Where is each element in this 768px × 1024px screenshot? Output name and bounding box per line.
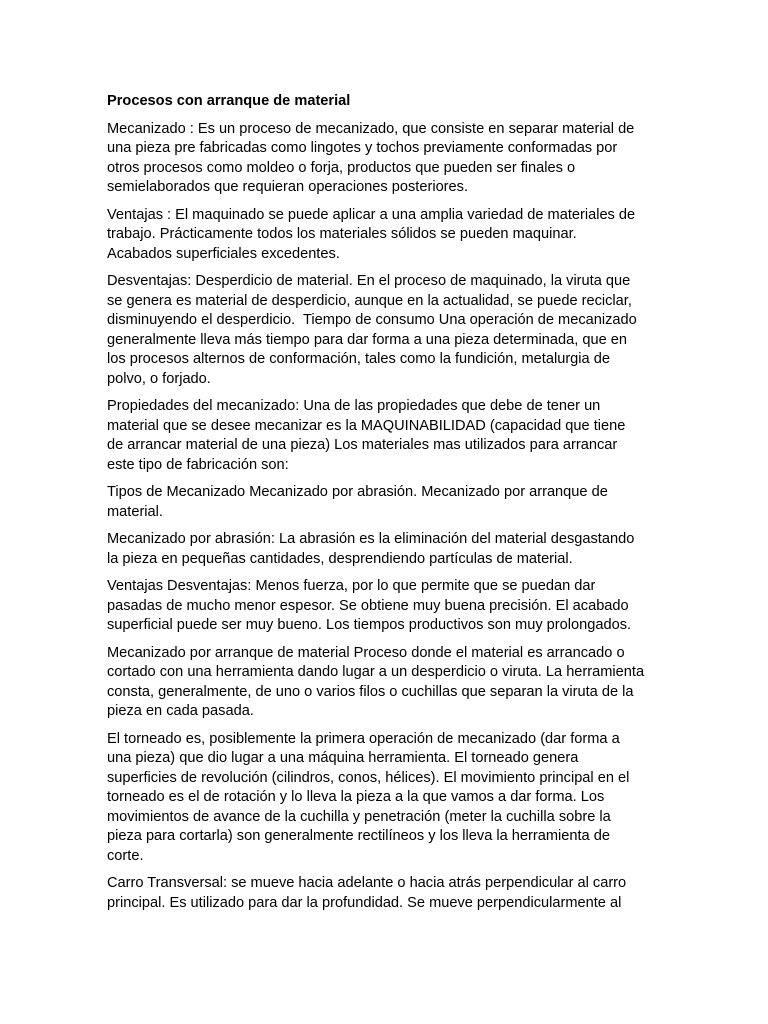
document-title: Procesos con arranque de material (107, 93, 351, 109)
paragraph-line: Mecanizado por arranque de material Proceso donde el material es arrancado o (107, 644, 625, 661)
document-page (107, 92, 667, 921)
paragraph-line: Acabados superficiales excedentes. (107, 245, 340, 262)
paragraph-line: Carro Transversal: se mueve hacia adelante o hacia atrás perpendicular al carro (107, 875, 627, 891)
paragraph (107, 120, 667, 198)
paragraph-line: trabajo. Prácticamente todos los materiales sólidos se pueden maquinar. (107, 226, 577, 242)
paragraph-line: torneado es el de rotación y lo lleva la pieza a la que vamos a dar forma. Los (107, 789, 605, 805)
paragraph-line: una pieza pre fabricadas como lingotes y tochos previamente conformadas por (107, 140, 618, 156)
paragraph-line: Mecanizado : Es un proceso de mecanizado, que consiste en separar material de (107, 120, 635, 137)
paragraph-line: Ventajas : El maquinado se puede aplicar a una amplia variedad de materiales de (107, 206, 636, 223)
paragraph-line: se genera es material de desperdicio, aunque en la actualidad, se puede reciclar, (107, 292, 632, 309)
paragraph-line: movimientos de avance de la cuchilla y penetración (meter la cuchilla sobre la (107, 808, 611, 825)
paragraph-line: Ventajas Desventajas: Menos fuerza, por lo que permite que se puedan dar (107, 578, 596, 594)
paragraph-line: corte. (107, 847, 144, 864)
paragraph-line: una pieza) que dio lugar a una máquina herramienta. El torneado genera (107, 750, 579, 766)
paragraph-line: generalmente lleva más tiempo para dar forma a una pieza determinada, que en (107, 331, 628, 348)
paragraph-line: pasadas de mucho menor espesor. Se obtiene muy buena precisión. El acabado (107, 597, 629, 614)
paragraph (107, 874, 667, 913)
paragraph-line: material. (107, 503, 163, 520)
paragraph-line: semielaborados que requieran operaciones posteriores. (107, 179, 469, 195)
paragraph (107, 206, 667, 265)
paragraph-line: pieza para cortarla) son generalmente rectilíneos y los lleva la herramienta de (107, 828, 610, 844)
paragraph (107, 397, 667, 475)
paragraph-line: consta, generalmente, de uno o varios filos o cuchillas que separan la viruta de la (107, 683, 634, 700)
paragraph-line: principal. Es utilizado para dar la profundidad. Se mueve perpendicularmente al (107, 894, 622, 911)
paragraph-line: de arrancar material de una pieza) Los materiales mas utilizados para arrancar (107, 437, 618, 453)
paragraph (107, 730, 667, 867)
paragraph (107, 644, 667, 722)
paragraph-line: la pieza en pequeñas cantidades, desprendiendo partículas de material. (107, 550, 573, 567)
paragraph-line: superficial puede ser muy bueno. Los tiempos productivos son muy prolongados. (107, 617, 632, 633)
paragraph-line: los procesos alternos de conformación, tales como la fundición, metalurgia de (107, 351, 610, 367)
paragraph-line: Desventajas: Desperdicio de material. En el proceso de maquinado, la viruta que (107, 273, 631, 289)
paragraph-line: disminuyendo el desperdicio. Tiempo de consumo Una operación de mecanizado (107, 312, 637, 328)
paragraph (107, 483, 667, 522)
paragraph-line: Propiedades del mecanizado: Una de las propiedades que debe de tener un (107, 398, 601, 414)
paragraph-line: material que se desee mecanizar es la MAQUINABILIDAD (capacidad que tiene (107, 417, 626, 434)
paragraph (107, 272, 667, 389)
paragraph (107, 577, 667, 636)
paragraph-line: otros procesos como moldeo o forja, productos que pueden ser finales o (107, 159, 576, 176)
paragraph-line: superficies de revolución (cilindros, conos, hélices). El movimiento principal en el (107, 769, 630, 786)
paragraph-line: polvo, o forjado. (107, 370, 211, 387)
document-body (107, 120, 667, 914)
paragraph-line: pieza en cada pasada. (107, 703, 254, 719)
paragraph-line: cortado con una herramienta dando lugar a un desperdicio o viruta. La herramienta (107, 664, 645, 680)
paragraph (107, 530, 667, 569)
paragraph-line: Mecanizado por abrasión: La abrasión es la eliminación del material desgastando (107, 531, 635, 547)
paragraph-line: Tipos de Mecanizado Mecanizado por abrasión. Mecanizado por arranque de (107, 484, 608, 500)
paragraph-line: este tipo de fabricación son: (107, 456, 289, 473)
paragraph-line: El torneado es, posiblemente la primera operación de mecanizado (dar forma a (107, 730, 620, 747)
